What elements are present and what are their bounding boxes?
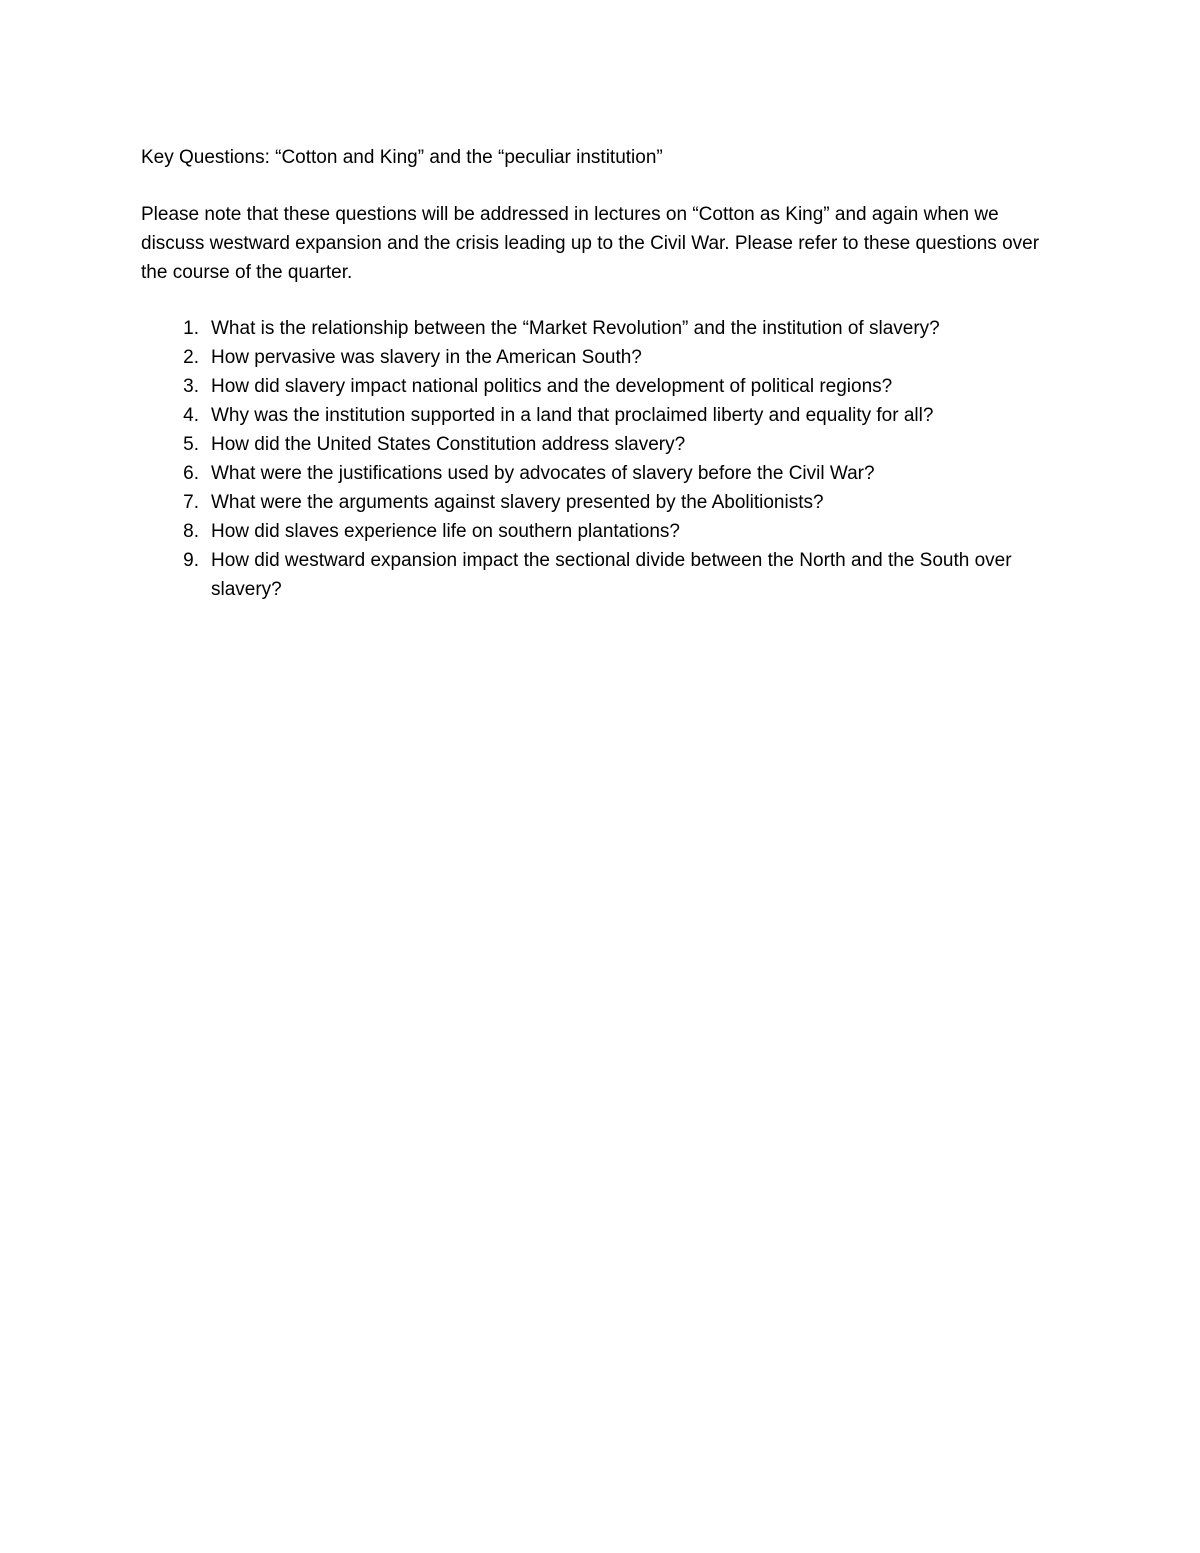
question-text: How did slaves experience life on southern plantations? <box>211 521 680 542</box>
question-text: What is the relationship between the “Market Revolution” and the institution of slavery? <box>211 318 940 339</box>
question-item <box>141 430 1056 459</box>
question-number: 9. <box>183 550 199 571</box>
question-item <box>141 517 1056 546</box>
question-text: How did slavery impact national politics and the development of political regions? <box>211 376 893 397</box>
question-number: 6. <box>183 463 199 484</box>
intro-paragraph: Please note that these questions will be addressed in lectures on “Cotton as King” and again when we discuss westward expansion and the crisis leading up to the Civil War. Please refer to these questions over the course of the quarter. <box>141 204 1040 283</box>
question-number: 2. <box>183 347 199 368</box>
questions-list <box>141 314 1061 604</box>
question-number: 7. <box>183 492 199 513</box>
question-number: 5. <box>183 434 199 455</box>
question-item <box>141 488 1056 517</box>
question-number: 1. <box>183 318 199 339</box>
question-number: 8. <box>183 521 199 542</box>
question-item <box>141 546 1056 604</box>
document-title: Key Questions: “Cotton and King” and the “peculiar institution” <box>141 147 663 168</box>
question-text: Why was the institution supported in a land that proclaimed liberty and equality for all? <box>211 405 934 426</box>
question-text: What were the justifications used by advocates of slavery before the Civil War? <box>211 463 875 484</box>
question-text: How pervasive was slavery in the American South? <box>211 347 642 368</box>
question-number: 4. <box>183 405 199 426</box>
question-text: How did westward expansion impact the sectional divide between the North and the South over slavery? <box>211 550 1012 600</box>
question-item <box>141 401 1056 430</box>
question-text: What were the arguments against slavery presented by the Abolitionists? <box>211 492 824 513</box>
question-item <box>141 343 1056 372</box>
question-item <box>141 372 1056 401</box>
question-item <box>141 314 1056 343</box>
question-number: 3. <box>183 376 199 397</box>
question-text: How did the United States Constitution address slavery? <box>211 434 686 455</box>
question-item <box>141 459 1056 488</box>
